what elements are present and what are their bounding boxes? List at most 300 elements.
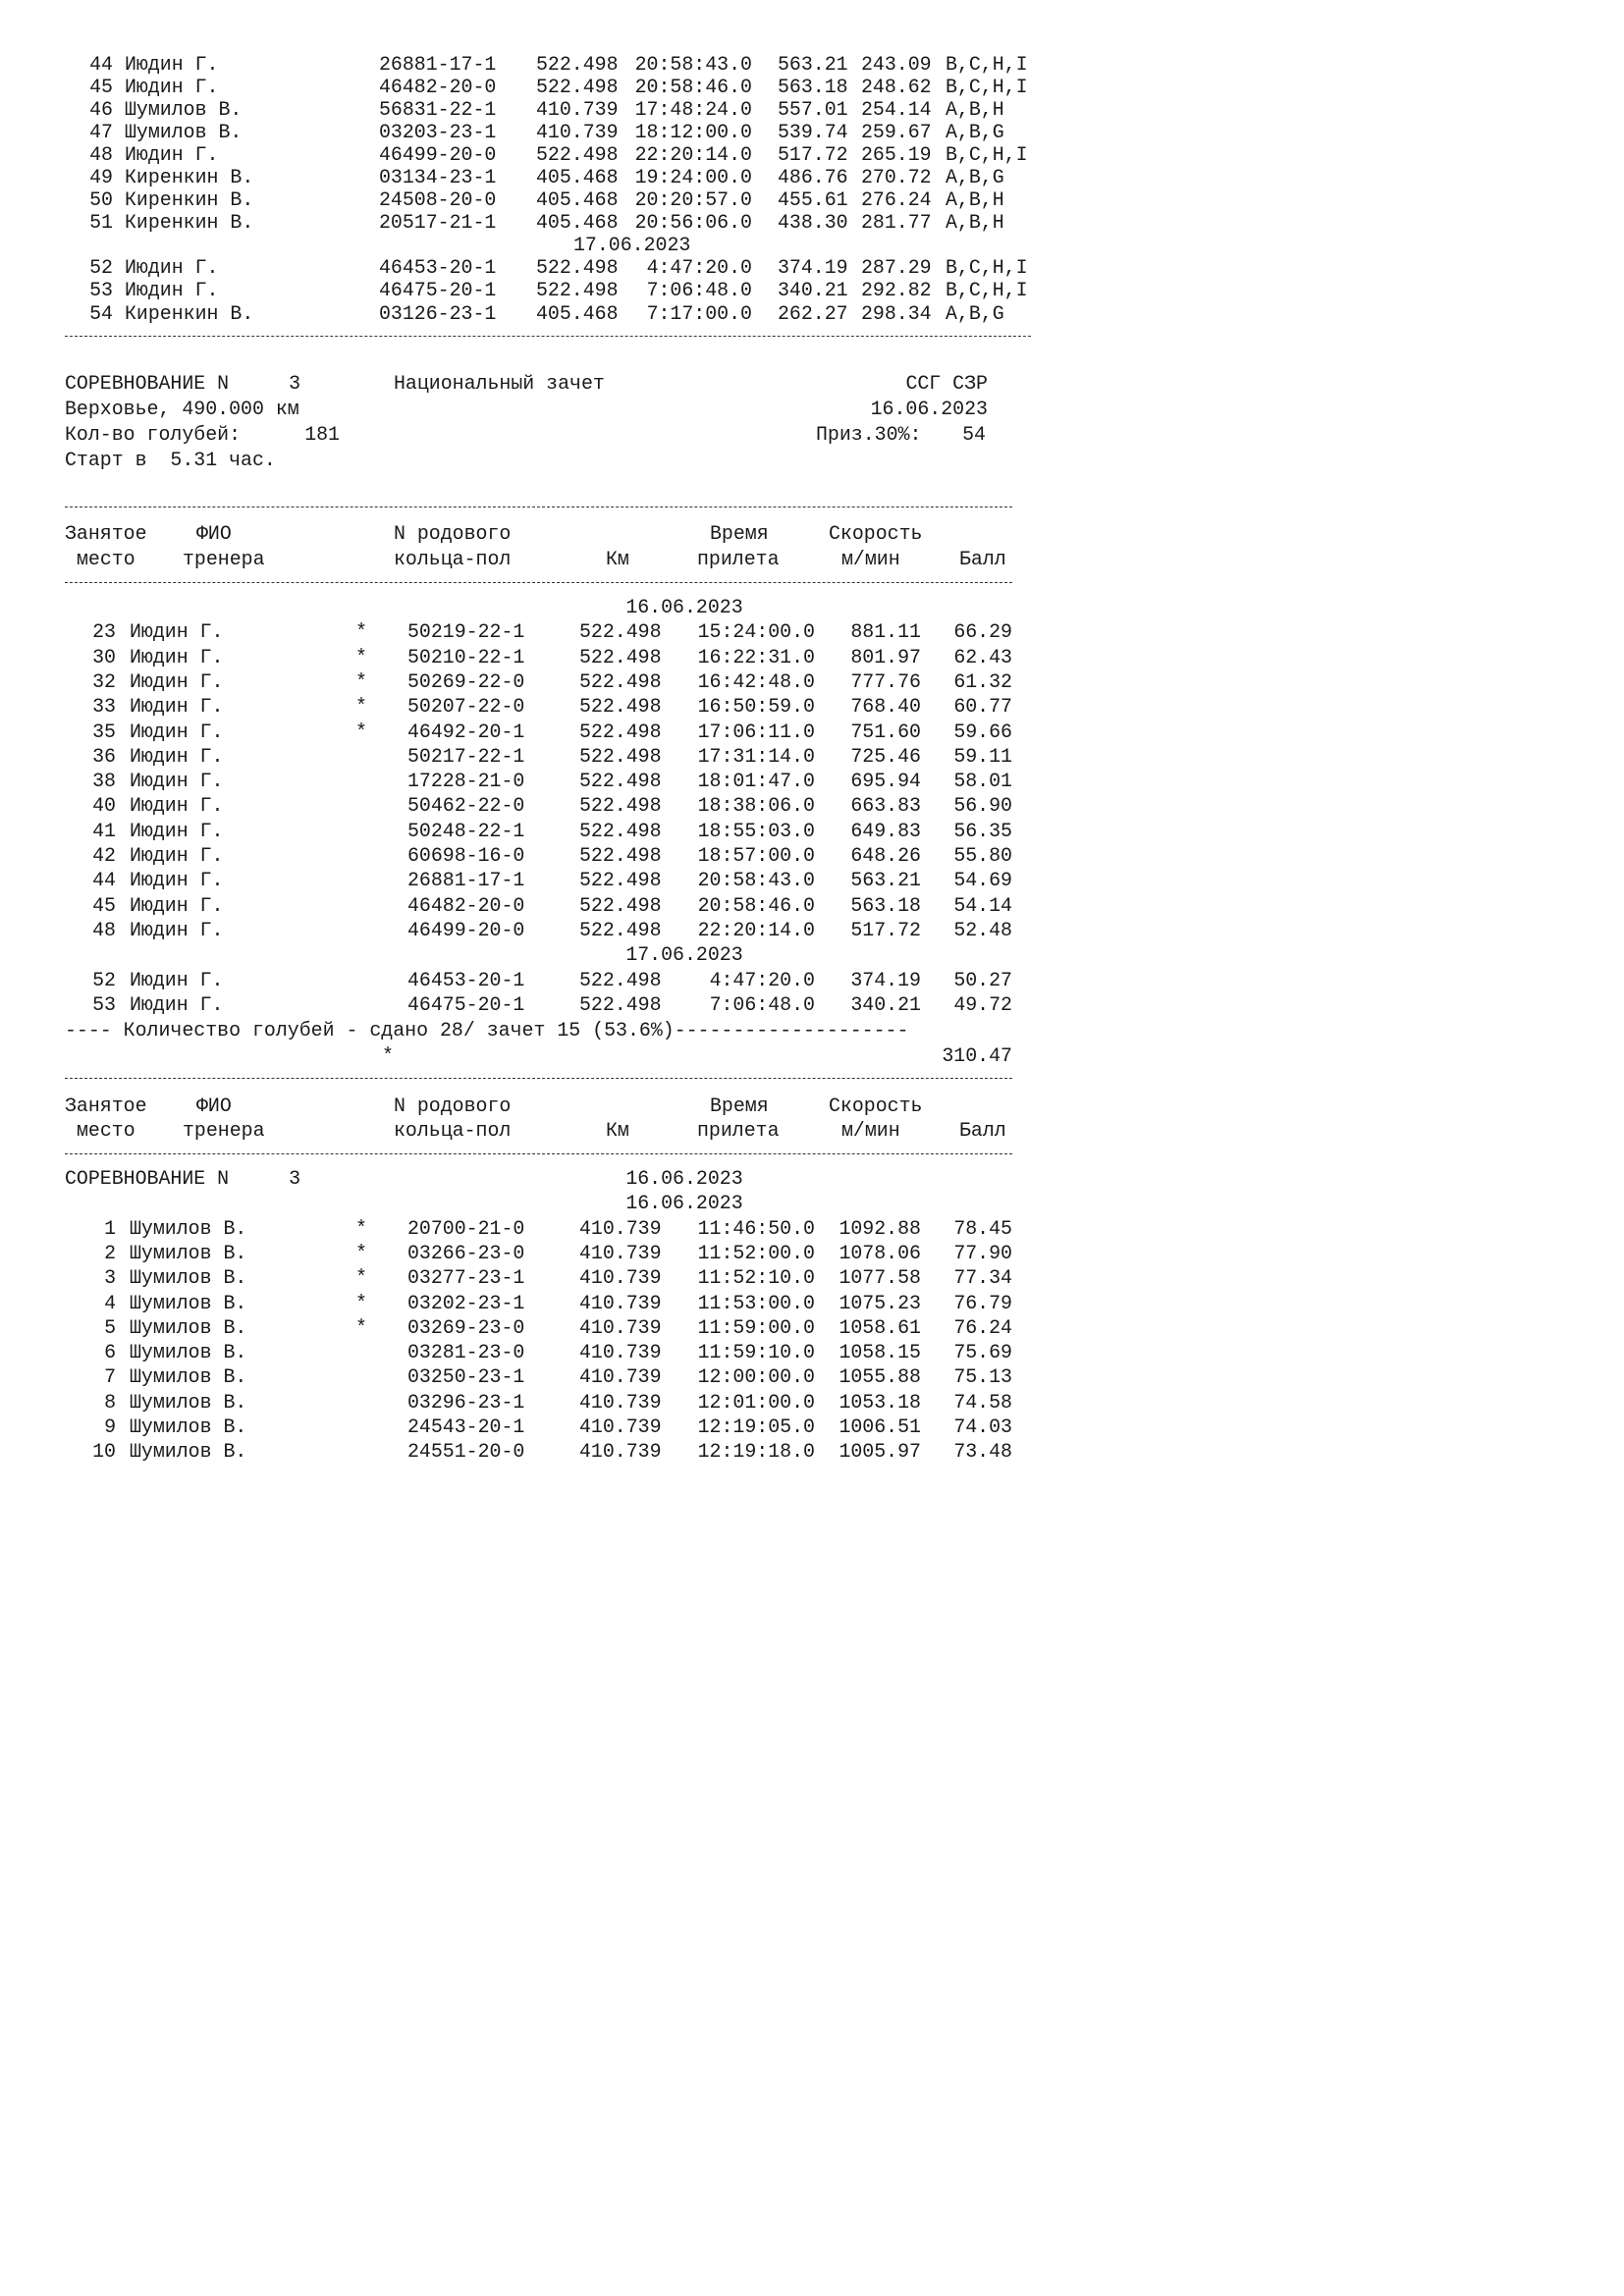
table2-header-time: Время: [710, 1095, 769, 1117]
cumulative-cell: 248.62: [861, 76, 932, 98]
trainer-cell: Июдин Г.: [130, 620, 224, 644]
trainer-cell: Шумилов В.: [125, 121, 243, 143]
trainer-cell: Июдин Г.: [130, 893, 224, 917]
star-mark: *: [355, 620, 367, 644]
place-cell: 40: [92, 794, 116, 818]
cumulative-cell: 259.67: [861, 121, 932, 143]
arrival-time-cell: 20:58:43.0: [697, 869, 815, 892]
speed-cell: 1078.06: [839, 1241, 921, 1264]
arrival-time-cell: 12:00:00.0: [697, 1365, 815, 1389]
ring-cell: 50217-22-1: [407, 744, 525, 768]
table2-header-ring-2: кольца-пол: [394, 1119, 512, 1142]
place-cell: 52: [92, 968, 116, 991]
ring-cell: 46499-20-0: [379, 143, 497, 166]
place-cell: 10: [92, 1440, 116, 1464]
trainer-cell: Шумилов В.: [130, 1365, 247, 1389]
ring-cell: 20517-21-1: [379, 211, 497, 234]
speed-cell: 517.72: [850, 918, 921, 941]
place-cell: 42: [92, 844, 116, 867]
arrival-time-cell: 12:01:00.0: [697, 1390, 815, 1414]
date-row: 16.06.2023: [625, 596, 743, 618]
divider: [65, 582, 1012, 583]
km-cell: 410.739: [579, 1365, 662, 1389]
organization: ССГ СЗР: [905, 372, 988, 395]
trainer-cell: Шумилов В.: [130, 1266, 247, 1290]
place-cell: 2: [104, 1241, 116, 1264]
trainer-cell: Киренкин В.: [125, 302, 254, 325]
table1-header-place: Занятое: [65, 522, 147, 545]
cumulative-cell: 281.77: [861, 211, 932, 234]
km-cell: 410.739: [579, 1390, 662, 1414]
points-cell: 60.77: [953, 695, 1012, 719]
trainer-cell: Шумилов В.: [130, 1291, 247, 1314]
points-cell: 54.69: [953, 869, 1012, 892]
groups-cell: A,B,G: [946, 121, 1004, 143]
arrival-time-cell: 18:38:06.0: [697, 794, 815, 818]
groups-cell: A,B,H: [946, 211, 1004, 234]
table2-header-speed-2: м/мин: [841, 1119, 900, 1142]
table1-header-km: Км: [606, 548, 629, 570]
km-cell: 522.498: [579, 869, 662, 892]
ring-cell: 46492-20-1: [407, 720, 525, 743]
km-cell: 522.498: [579, 844, 662, 867]
place-cell: 48: [92, 918, 116, 941]
km-cell: 522.498: [536, 143, 619, 166]
points-cell: 75.13: [953, 1365, 1012, 1389]
summary-total: 310.47: [942, 1044, 1012, 1067]
star-mark: *: [355, 695, 367, 719]
points-cell: 55.80: [953, 844, 1012, 867]
km-cell: 405.468: [536, 302, 619, 325]
cumulative-cell: 287.29: [861, 256, 932, 279]
place-cell: 5: [104, 1315, 116, 1339]
table1-header-points: Балл: [959, 548, 1006, 570]
place-cell: 32: [92, 669, 116, 693]
points-cell: 58.01: [953, 770, 1012, 793]
ring-cell: 46482-20-0: [379, 76, 497, 98]
table1-header-ring: N родового: [394, 522, 512, 545]
trainer-cell: Июдин Г.: [130, 720, 224, 743]
table1-header-ring-2: кольца-пол: [394, 548, 512, 570]
km-cell: 522.498: [579, 620, 662, 644]
groups-cell: A,B,H: [946, 188, 1004, 211]
speed-cell: 751.60: [850, 720, 921, 743]
speed-cell: 340.21: [850, 992, 921, 1016]
points-cell: 61.32: [953, 669, 1012, 693]
place-cell: 8: [104, 1390, 116, 1414]
arrival-time-cell: 17:48:24.0: [634, 98, 752, 121]
table2-header-points: Балл: [959, 1119, 1006, 1142]
speed-cell: 374.19: [850, 968, 921, 991]
ring-cell: 03250-23-1: [407, 1365, 525, 1389]
results-page: [0, 0, 1081, 1529]
date-row: 16.06.2023: [625, 1192, 743, 1215]
speed-cell: 455.61: [778, 188, 848, 211]
arrival-time-cell: 11:59:00.0: [697, 1315, 815, 1339]
points-cell: 50.27: [953, 968, 1012, 991]
table2-header-ring: N родового: [394, 1095, 512, 1117]
trainer-cell: Шумилов В.: [130, 1415, 247, 1438]
cumulative-cell: 254.14: [861, 98, 932, 121]
trainer-cell: Июдин Г.: [125, 53, 219, 76]
table2-header-place-2: место: [77, 1119, 135, 1142]
km-cell: 410.739: [579, 1241, 662, 1264]
ring-cell: 24543-20-1: [407, 1415, 525, 1438]
ring-cell: 50219-22-1: [407, 620, 525, 644]
ring-cell: 46453-20-1: [407, 968, 525, 991]
arrival-time-cell: 18:01:47.0: [697, 770, 815, 793]
km-cell: 522.498: [579, 918, 662, 941]
table2-header-time-2: прилета: [697, 1119, 780, 1142]
table2-header-speed: Скорость: [829, 1095, 923, 1117]
ring-cell: 50248-22-1: [407, 819, 525, 842]
speed-cell: 777.76: [850, 669, 921, 693]
points-cell: 76.79: [953, 1291, 1012, 1314]
star-mark: *: [355, 1291, 367, 1314]
trainer-cell: Июдин Г.: [130, 770, 224, 793]
cumulative-cell: 298.34: [861, 302, 932, 325]
date-row: 17.06.2023: [573, 234, 691, 256]
trainer-cell: Июдин Г.: [130, 968, 224, 991]
km-cell: 522.498: [579, 794, 662, 818]
cumulative-cell: 270.72: [861, 166, 932, 188]
points-cell: 75.69: [953, 1341, 1012, 1364]
speed-cell: 1077.58: [839, 1266, 921, 1290]
points-cell: 59.66: [953, 720, 1012, 743]
points-cell: 74.58: [953, 1390, 1012, 1414]
ring-cell: 20700-21-0: [407, 1216, 525, 1240]
km-cell: 405.468: [536, 188, 619, 211]
place-cell: 7: [104, 1365, 116, 1389]
arrival-time-cell: 20:20:57.0: [634, 188, 752, 211]
place-cell: 1: [104, 1216, 116, 1240]
arrival-time-cell: 11:59:10.0: [697, 1341, 815, 1364]
km-cell: 522.498: [579, 720, 662, 743]
km-cell: 522.498: [579, 770, 662, 793]
ring-cell: 56831-22-1: [379, 98, 497, 121]
trainer-cell: Июдин Г.: [130, 645, 224, 668]
place-cell: 53: [89, 279, 113, 301]
place-cell: 33: [92, 695, 116, 719]
summary-line: ---- Количество голубей - сдано 28/ зачет 15 (53.6%)--------------------: [65, 1019, 909, 1041]
ring-cell: 46475-20-1: [379, 279, 497, 301]
km-cell: 522.498: [536, 53, 619, 76]
speed-cell: 557.01: [778, 98, 848, 121]
cumulative-cell: 276.24: [861, 188, 932, 211]
speed-cell: 1075.23: [839, 1291, 921, 1314]
speed-cell: 663.83: [850, 794, 921, 818]
trainer-cell: Киренкин В.: [125, 211, 254, 234]
speed-cell: 374.19: [778, 256, 848, 279]
competition-title-2: СОРЕВНОВАНИЕ N: [65, 1167, 230, 1190]
km-cell: 410.739: [536, 98, 619, 121]
arrival-time-cell: 18:57:00.0: [697, 844, 815, 867]
release-point: Верховье, 490.000 км: [65, 398, 299, 420]
arrival-time-cell: 11:53:00.0: [697, 1291, 815, 1314]
groups-cell: B,C,H,I: [946, 279, 1028, 301]
table2-header-fio-2: тренера: [183, 1119, 265, 1142]
place-cell: 45: [89, 76, 113, 98]
competition-date: 16.06.2023: [870, 398, 988, 420]
speed-cell: 563.18: [850, 893, 921, 917]
star-mark: *: [355, 720, 367, 743]
place-cell: 36: [92, 744, 116, 768]
ring-cell: 46453-20-1: [379, 256, 497, 279]
place-cell: 54: [89, 302, 113, 325]
points-cell: 78.45: [953, 1216, 1012, 1240]
ring-cell: 24551-20-0: [407, 1440, 525, 1464]
star-mark: *: [355, 669, 367, 693]
arrival-time-cell: 20:58:46.0: [697, 893, 815, 917]
km-cell: 405.468: [536, 211, 619, 234]
points-cell: 77.34: [953, 1266, 1012, 1290]
ring-cell: 50210-22-1: [407, 645, 525, 668]
divider: [65, 1078, 1012, 1079]
km-cell: 522.498: [536, 76, 619, 98]
prize-label: Приз.30%:: [816, 423, 922, 446]
ring-cell: 50207-22-0: [407, 695, 525, 719]
trainer-cell: Шумилов В.: [130, 1315, 247, 1339]
ring-cell: 46475-20-1: [407, 992, 525, 1016]
km-cell: 410.739: [579, 1315, 662, 1339]
competition-number-2: 3: [289, 1167, 300, 1190]
km-cell: 522.498: [579, 669, 662, 693]
arrival-time-cell: 18:12:00.0: [634, 121, 752, 143]
place-cell: 38: [92, 770, 116, 793]
speed-cell: 563.21: [850, 869, 921, 892]
trainer-cell: Шумилов В.: [130, 1241, 247, 1264]
star-mark: *: [355, 1241, 367, 1264]
ring-cell: 03203-23-1: [379, 121, 497, 143]
speed-cell: 1092.88: [839, 1216, 921, 1240]
star-mark: *: [355, 1315, 367, 1339]
points-cell: 77.90: [953, 1241, 1012, 1264]
cumulative-cell: 265.19: [861, 143, 932, 166]
km-cell: 522.498: [536, 256, 619, 279]
cumulative-cell: 292.82: [861, 279, 932, 301]
speed-cell: 725.46: [850, 744, 921, 768]
trainer-cell: Шумилов В.: [130, 1390, 247, 1414]
ring-cell: 50269-22-0: [407, 669, 525, 693]
km-cell: 405.468: [536, 166, 619, 188]
star-mark: *: [355, 1216, 367, 1240]
points-cell: 73.48: [953, 1440, 1012, 1464]
start-time: Старт в 5.31 час.: [65, 449, 276, 471]
km-cell: 522.498: [579, 695, 662, 719]
place-cell: 47: [89, 121, 113, 143]
place-cell: 30: [92, 645, 116, 668]
groups-cell: B,C,H,I: [946, 143, 1028, 166]
ring-cell: 03134-23-1: [379, 166, 497, 188]
points-cell: 74.03: [953, 1415, 1012, 1438]
ring-cell: 26881-17-1: [379, 53, 497, 76]
ring-cell: 46482-20-0: [407, 893, 525, 917]
speed-cell: 486.76: [778, 166, 848, 188]
place-cell: 6: [104, 1341, 116, 1364]
speed-cell: 1058.61: [839, 1315, 921, 1339]
arrival-time-cell: 17:31:14.0: [697, 744, 815, 768]
trainer-cell: Июдин Г.: [130, 869, 224, 892]
trainer-cell: Киренкин В.: [125, 188, 254, 211]
km-cell: 522.498: [579, 744, 662, 768]
table1-header-time-2: прилета: [697, 548, 780, 570]
arrival-time-cell: 7:06:48.0: [709, 992, 815, 1016]
arrival-time-cell: 11:46:50.0: [697, 1216, 815, 1240]
place-cell: 41: [92, 819, 116, 842]
points-cell: 56.90: [953, 794, 1012, 818]
ring-cell: 24508-20-0: [379, 188, 497, 211]
speed-cell: 1053.18: [839, 1390, 921, 1414]
prize-count: 54: [962, 423, 986, 446]
arrival-time-cell: 4:47:20.0: [709, 968, 815, 991]
speed-cell: 768.40: [850, 695, 921, 719]
groups-cell: B,C,H,I: [946, 256, 1028, 279]
groups-cell: A,B,G: [946, 302, 1004, 325]
cumulative-cell: 243.09: [861, 53, 932, 76]
place-cell: 4: [104, 1291, 116, 1314]
arrival-time-cell: 4:47:20.0: [646, 256, 752, 279]
ring-cell: 17228-21-0: [407, 770, 525, 793]
ring-cell: 03296-23-1: [407, 1390, 525, 1414]
competition-number: 3: [289, 372, 300, 395]
speed-cell: 881.11: [850, 620, 921, 644]
arrival-time-cell: 20:58:46.0: [634, 76, 752, 98]
points-cell: 59.11: [953, 744, 1012, 768]
arrival-time-cell: 19:24:00.0: [634, 166, 752, 188]
speed-cell: 1055.88: [839, 1365, 921, 1389]
ring-cell: 03266-23-0: [407, 1241, 525, 1264]
speed-cell: 563.21: [778, 53, 848, 76]
km-cell: 410.739: [579, 1440, 662, 1464]
ring-cell: 03281-23-0: [407, 1341, 525, 1364]
speed-cell: 563.18: [778, 76, 848, 98]
points-cell: 66.29: [953, 620, 1012, 644]
km-cell: 522.498: [536, 279, 619, 301]
table1-header-fio: ФИО: [196, 522, 232, 545]
arrival-time-cell: 12:19:05.0: [697, 1415, 815, 1438]
ring-cell: 50462-22-0: [407, 794, 525, 818]
place-cell: 53: [92, 992, 116, 1016]
competition-title: СОРЕВНОВАНИЕ N: [65, 372, 230, 395]
speed-cell: 1058.15: [839, 1341, 921, 1364]
trainer-cell: Июдин Г.: [130, 794, 224, 818]
trainer-cell: Июдин Г.: [125, 143, 219, 166]
place-cell: 3: [104, 1266, 116, 1290]
speed-cell: 1006.51: [839, 1415, 921, 1438]
arrival-time-cell: 20:58:43.0: [634, 53, 752, 76]
arrival-time-cell: 11:52:10.0: [697, 1266, 815, 1290]
ring-cell: 03202-23-1: [407, 1291, 525, 1314]
groups-cell: A,B,H: [946, 98, 1004, 121]
km-cell: 410.739: [579, 1266, 662, 1290]
speed-cell: 695.94: [850, 770, 921, 793]
trainer-cell: Шумилов В.: [130, 1341, 247, 1364]
ring-cell: 46499-20-0: [407, 918, 525, 941]
trainer-cell: Июдин Г.: [125, 76, 219, 98]
place-cell: 48: [89, 143, 113, 166]
table1-header-speed: Скорость: [829, 522, 923, 545]
speed-cell: 648.26: [850, 844, 921, 867]
trainer-cell: Шумилов В.: [125, 98, 243, 121]
trainer-cell: Июдин Г.: [130, 844, 224, 867]
points-cell: 49.72: [953, 992, 1012, 1016]
arrival-time-cell: 7:06:48.0: [646, 279, 752, 301]
trainer-cell: Киренкин В.: [125, 166, 254, 188]
place-cell: 46: [89, 98, 113, 121]
place-cell: 50: [89, 188, 113, 211]
km-cell: 522.498: [579, 645, 662, 668]
ring-cell: 03277-23-1: [407, 1266, 525, 1290]
km-cell: 410.739: [536, 121, 619, 143]
points-cell: 52.48: [953, 918, 1012, 941]
place-cell: 35: [92, 720, 116, 743]
table2-header-fio: ФИО: [196, 1095, 232, 1117]
speed-cell: 262.27: [778, 302, 848, 325]
km-cell: 410.739: [579, 1415, 662, 1438]
place-cell: 51: [89, 211, 113, 234]
place-cell: 49: [89, 166, 113, 188]
arrival-time-cell: 12:19:18.0: [697, 1440, 815, 1464]
points-cell: 54.14: [953, 893, 1012, 917]
points-cell: 62.43: [953, 645, 1012, 668]
trainer-cell: Шумилов В.: [130, 1216, 247, 1240]
speed-cell: 438.30: [778, 211, 848, 234]
arrival-time-cell: 11:52:00.0: [697, 1241, 815, 1264]
arrival-time-cell: 16:22:31.0: [697, 645, 815, 668]
place-cell: 45: [92, 893, 116, 917]
trainer-cell: Июдин Г.: [130, 819, 224, 842]
arrival-time-cell: 17:06:11.0: [697, 720, 815, 743]
km-cell: 522.498: [579, 819, 662, 842]
groups-cell: B,C,H,I: [946, 76, 1028, 98]
trainer-cell: Июдин Г.: [130, 992, 224, 1016]
speed-cell: 649.83: [850, 819, 921, 842]
arrival-time-cell: 7:17:00.0: [646, 302, 752, 325]
arrival-time-cell: 16:42:48.0: [697, 669, 815, 693]
birds-count: 181: [304, 423, 340, 446]
groups-cell: A,B,G: [946, 166, 1004, 188]
arrival-time-cell: 16:50:59.0: [697, 695, 815, 719]
trainer-cell: Июдин Г.: [125, 279, 219, 301]
place-cell: 23: [92, 620, 116, 644]
table1-header-fio-2: тренера: [183, 548, 265, 570]
arrival-time-cell: 22:20:14.0: [634, 143, 752, 166]
divider: [65, 1153, 1012, 1154]
place-cell: 44: [89, 53, 113, 76]
trainer-cell: Июдин Г.: [130, 695, 224, 719]
points-cell: 76.24: [953, 1315, 1012, 1339]
table2-header-place: Занятое: [65, 1095, 147, 1117]
table1-header-place-2: место: [77, 548, 135, 570]
km-cell: 522.498: [579, 992, 662, 1016]
km-cell: 410.739: [579, 1341, 662, 1364]
arrival-time-cell: 20:56:06.0: [634, 211, 752, 234]
speed-cell: 801.97: [850, 645, 921, 668]
date-row: 17.06.2023: [625, 943, 743, 967]
trainer-cell: Июдин Г.: [125, 256, 219, 279]
ring-cell: 03126-23-1: [379, 302, 497, 325]
km-cell: 410.739: [579, 1216, 662, 1240]
star-mark: *: [355, 645, 367, 668]
ring-cell: 60698-16-0: [407, 844, 525, 867]
km-cell: 522.498: [579, 968, 662, 991]
trainer-cell: Июдин Г.: [130, 669, 224, 693]
star-mark: *: [355, 1266, 367, 1290]
trainer-cell: Июдин Г.: [130, 918, 224, 941]
speed-cell: 340.21: [778, 279, 848, 301]
date-row: 16.06.2023: [625, 1167, 743, 1190]
km-cell: 522.498: [579, 893, 662, 917]
